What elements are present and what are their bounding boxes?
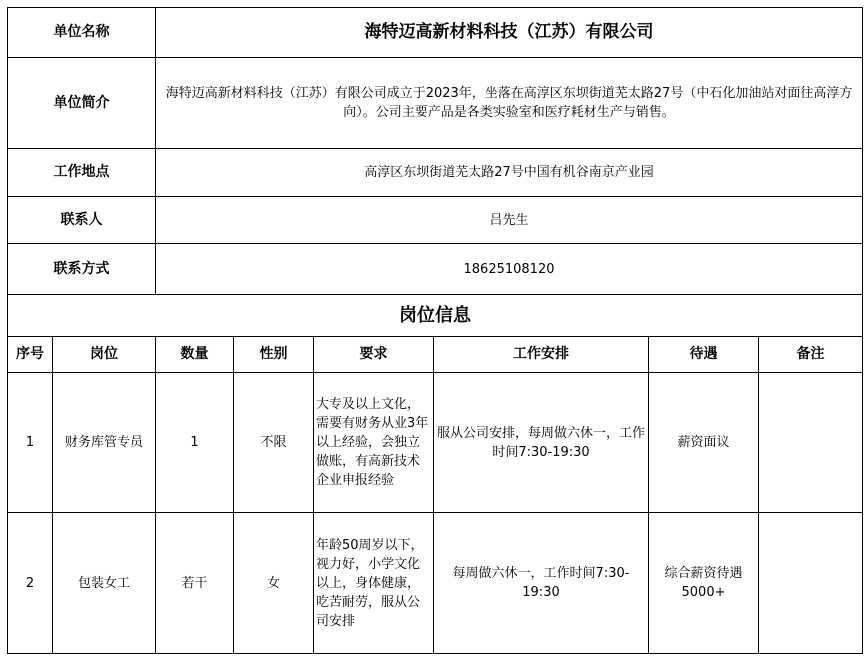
phone-label: 联系方式	[8, 244, 156, 295]
company-name: 海特迈高新材料科技（江苏）有限公司	[156, 8, 863, 58]
job-schedule: 服从公司安排，每周做六休一，工作时间7:30-19:30	[434, 373, 649, 513]
contact-person: 吕先生	[156, 197, 863, 244]
header-gender: 性别	[234, 337, 314, 373]
table-row	[8, 373, 863, 513]
company-intro: 海特迈高新材料科技（江苏）有限公司成立于2023年，坐落在高淳区东坝街道芜太路27号（中石化加油站对面往高淳方向）。公司主要产品是各类实验室和医疗耗材生产与销售。	[156, 58, 863, 149]
job-requirements: 大专及以上文化，需要有财务从业3年以上经验，会独立做账，有高新技术企业申报经验	[314, 373, 434, 513]
job-count: 若干	[156, 513, 234, 654]
job-count: 1	[156, 373, 234, 513]
job-no: 2	[8, 513, 53, 654]
job-note	[759, 513, 863, 654]
company-name-label: 单位名称	[8, 8, 156, 58]
header-count: 数量	[156, 337, 234, 373]
job-no: 1	[8, 373, 53, 513]
job-requirements: 年龄50周岁以下，视力好，小学文化以上，身体健康，吃苦耐劳，服从公司安排	[314, 513, 434, 654]
header-row	[8, 337, 863, 373]
job-pay: 综合薪资待遇5000+	[649, 513, 759, 654]
job-pay: 薪资面议	[649, 373, 759, 513]
contact-phone: 18625108120	[156, 244, 863, 295]
job-gender: 女	[234, 513, 314, 654]
recruitment-table	[7, 7, 863, 654]
work-location: 高淳区东坝街道芜太路27号中国有机谷南京产业园	[156, 149, 863, 197]
job-title: 包装女工	[53, 513, 156, 654]
contact-label: 联系人	[8, 197, 156, 244]
header-no: 序号	[8, 337, 53, 373]
header-requirements: 要求	[314, 337, 434, 373]
job-title: 财务库管专员	[53, 373, 156, 513]
job-schedule: 每周做六休一，工作时间7:30-19:30	[434, 513, 649, 654]
table-row	[8, 513, 863, 654]
location-label: 工作地点	[8, 149, 156, 197]
job-gender: 不限	[234, 373, 314, 513]
header-title: 岗位	[53, 337, 156, 373]
intro-label: 单位简介	[8, 58, 156, 149]
header-note: 备注	[759, 337, 863, 373]
header-schedule: 工作安排	[434, 337, 649, 373]
job-note	[759, 373, 863, 513]
header-pay: 待遇	[649, 337, 759, 373]
section-title: 岗位信息	[8, 295, 863, 337]
